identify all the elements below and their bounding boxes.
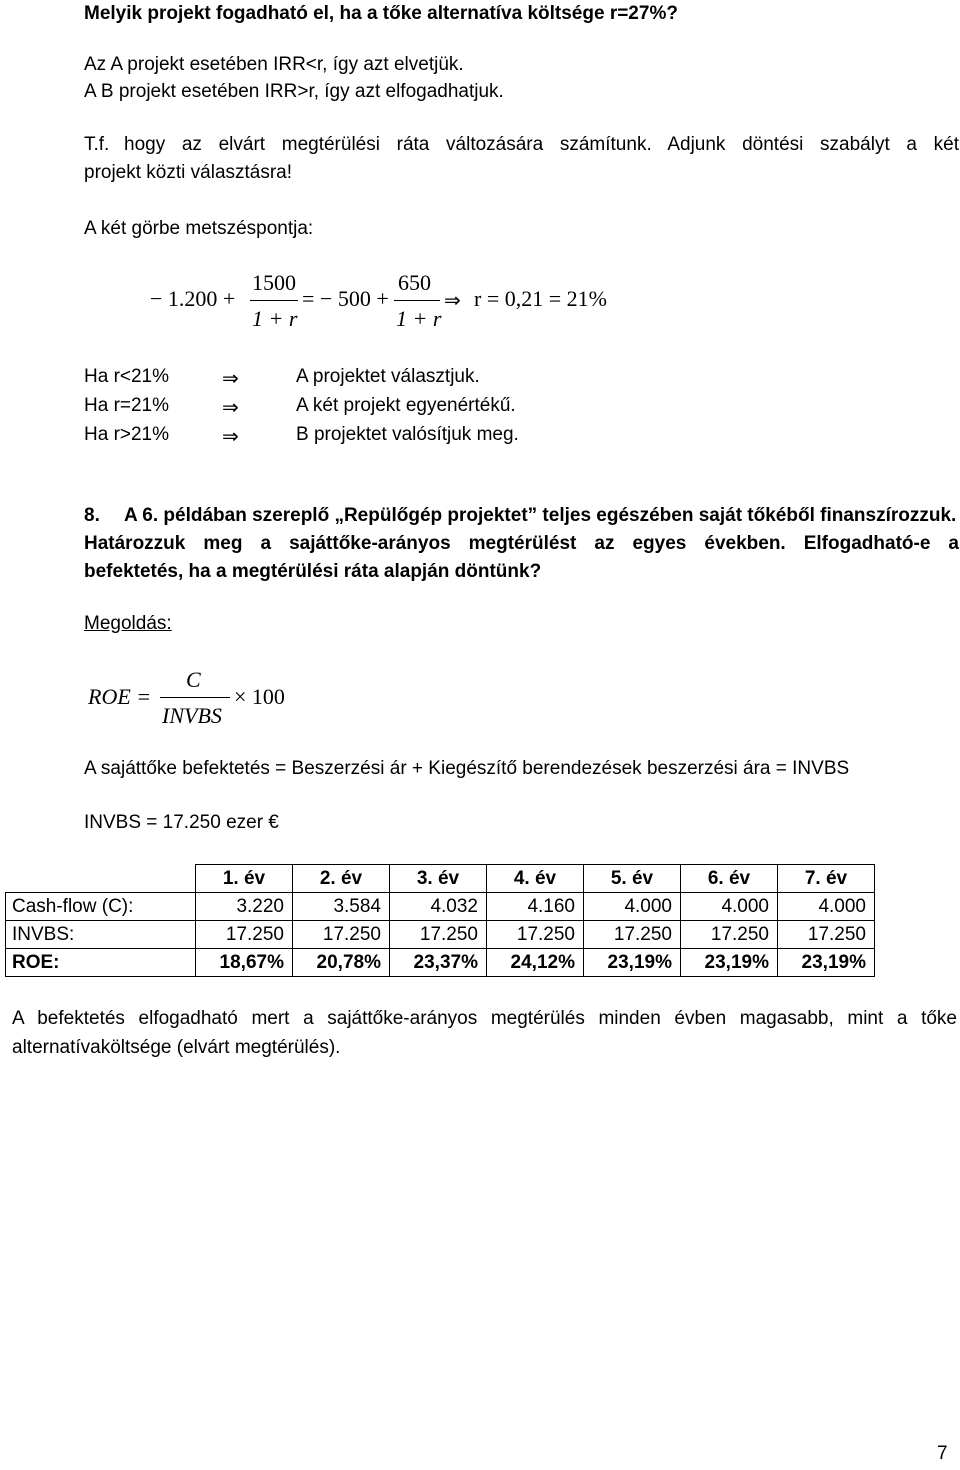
eq1-middle: = − 500 + [302, 286, 389, 311]
answer-a: Az A projekt esetében IRR<r, így azt elvetjük. [84, 54, 464, 75]
eq1-numerator-1: 1500 [252, 270, 296, 295]
implies-arrow-icon: ⇒ [222, 366, 239, 390]
table-cell: 18,67% [196, 949, 293, 977]
rule-outcome: A két projekt egyenértékű. [296, 395, 516, 416]
definition-text: A sajáttőke befektetés = Beszerzési ár + Kiegészítő berendezések beszerzési ára = INVBS [84, 758, 850, 779]
table-header-cell: 6. év [681, 865, 778, 893]
row-label: INVBS: [6, 921, 196, 949]
table-header-cell: 3. év [390, 865, 487, 893]
page-number: 7 [937, 1443, 948, 1464]
task-line-2: Határozzuk meg a sajáttőke-arányos megtérülést az egyes években. Elfogadható-e a [84, 533, 959, 554]
table-cell: 3.584 [293, 893, 390, 921]
table-cell: 23,37% [390, 949, 487, 977]
eq2-fraction-bar [160, 697, 230, 698]
note-prefix: T.f. [84, 134, 110, 155]
table-cell: 4.000 [584, 893, 681, 921]
table-header-row [6, 865, 875, 893]
implies-arrow-icon: ⇒ [222, 395, 239, 419]
table-row [6, 949, 875, 977]
table-cell: 17.250 [487, 921, 584, 949]
eq2-denominator: INVBS [162, 703, 222, 728]
eq2-lhs: ROE = [88, 684, 152, 709]
table-cell: 23,19% [584, 949, 681, 977]
note-line-2: projekt közti választásra! [84, 162, 293, 183]
table-cell: 17.250 [196, 921, 293, 949]
rule-outcome: A projektet választjuk. [296, 366, 480, 387]
roe-table [5, 864, 875, 977]
table-cell: 17.250 [293, 921, 390, 949]
table-cell: 4.032 [390, 893, 487, 921]
table-header-cell: 7. év [778, 865, 875, 893]
solution-label: Megoldás: [84, 613, 172, 634]
rule-condition: Ha r=21% [84, 395, 170, 416]
answer-b: A B projekt esetében IRR>r, így azt elfogadhatjuk. [84, 81, 504, 102]
table-header-cell: 5. év [584, 865, 681, 893]
implies-arrow-icon: ⇒ [444, 288, 461, 312]
eq1-numerator-2: 650 [398, 270, 431, 295]
eq1-fraction-bar-1 [250, 300, 298, 301]
eq1-result: r = 0,21 = 21% [474, 286, 607, 311]
task-number: 8. [84, 505, 100, 526]
note-line-1: hogy az elvárt megtérülési ráta változására számítunk. Adjunk döntési szabályt a két [124, 134, 959, 155]
table-row [6, 921, 875, 949]
table-cell: 17.250 [778, 921, 875, 949]
table-cell: 3.220 [196, 893, 293, 921]
invbs-value: INVBS = 17.250 ezer € [84, 812, 279, 833]
row-label: ROE: [6, 949, 196, 977]
table-cell: 17.250 [390, 921, 487, 949]
table-cell: 23,19% [681, 949, 778, 977]
conclusion-line-2: alternatívaköltsége (elvárt megtérülés). [12, 1037, 341, 1058]
implies-arrow-icon: ⇒ [222, 424, 239, 448]
rule-condition: Ha r<21% [84, 366, 170, 387]
table-cell: 4.000 [681, 893, 778, 921]
task-line-3: befektetés, ha a megtérülési ráta alapján döntünk? [84, 561, 542, 582]
row-label: Cash-flow (C): [6, 893, 196, 921]
rule-condition: Ha r>21% [84, 424, 170, 445]
table-cell: 17.250 [681, 921, 778, 949]
table-cell: 23,19% [778, 949, 875, 977]
task-line-1: A 6. példában szereplő „Repülőgép projektet” teljes egészében saját tőkéből finanszírozzuk. [124, 505, 957, 526]
intersection-label: A két görbe metszéspontja: [84, 218, 314, 239]
question-heading: Melyik projekt fogadható el, ha a tőke alternatíva költsége r=27%? [84, 3, 678, 24]
table-cell: 20,78% [293, 949, 390, 977]
eq1-denominator-2: 1 + r [396, 306, 442, 331]
eq1-denominator-1: 1 + r [252, 306, 298, 331]
table-header-cell: 2. év [293, 865, 390, 893]
conclusion-line-1: A befektetés elfogadható mert a sajáttőke-arányos megtérülés minden évben magasabb, mint a tőke [12, 1008, 957, 1029]
table-header-cell: 4. év [487, 865, 584, 893]
table-row [6, 893, 875, 921]
table-header-cell: 1. év [196, 865, 293, 893]
eq2-numerator: C [186, 667, 201, 692]
eq2-times-100: × 100 [234, 684, 285, 709]
table-cell: 17.250 [584, 921, 681, 949]
table-cell: 24,12% [487, 949, 584, 977]
eq1-lhs: − 1.200 + [150, 286, 236, 311]
rule-outcome: B projektet valósítjuk meg. [296, 424, 519, 445]
table-cell: 4.000 [778, 893, 875, 921]
table-header-cell [6, 865, 196, 893]
eq1-fraction-bar-2 [394, 300, 440, 301]
table-cell: 4.160 [487, 893, 584, 921]
